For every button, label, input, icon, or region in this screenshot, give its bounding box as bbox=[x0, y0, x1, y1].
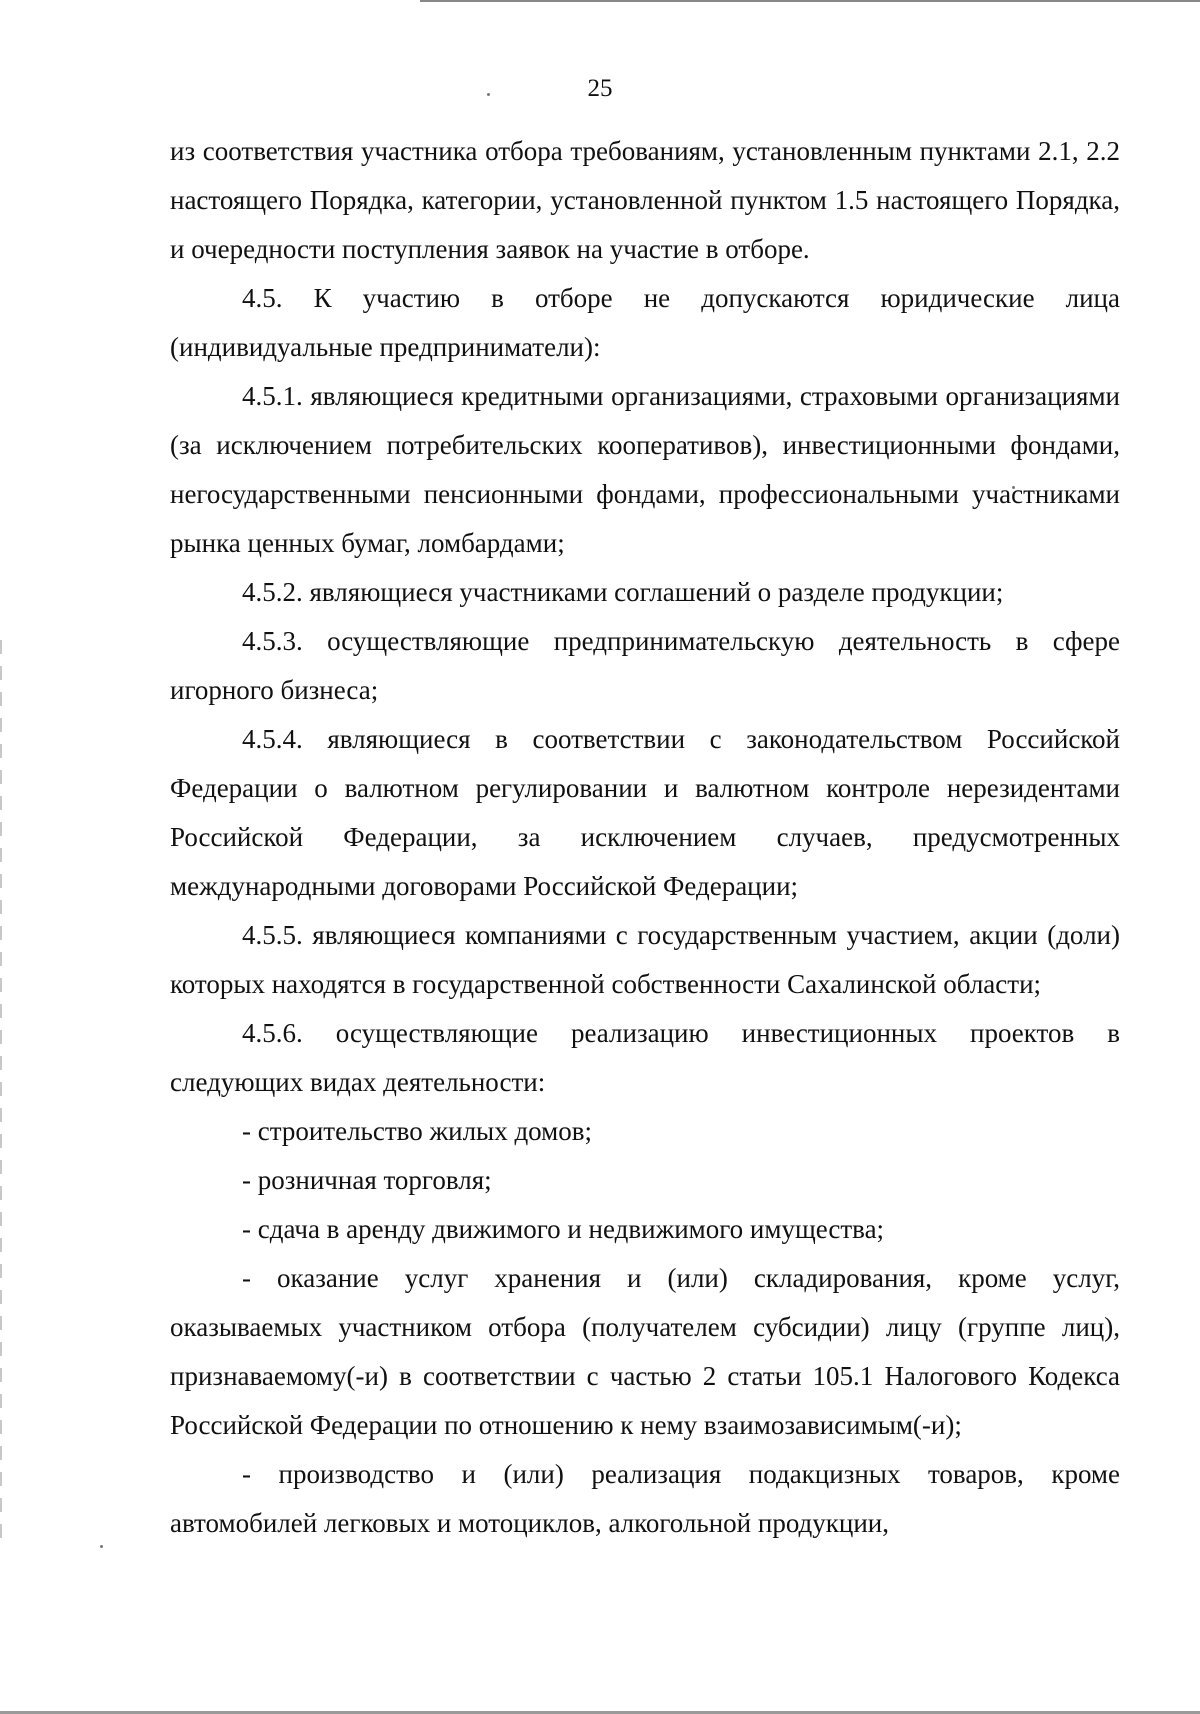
list-item-excise: - производство и (или) реализация подакцизных товаров, кроме автомобилей легковых и мотоциклов, алкогольной продукции, bbox=[170, 1459, 1120, 1538]
paragraph-4-5-6: 4.5.6. осуществляющие реализацию инвестиционных проектов в следующих видах деятельности: bbox=[170, 1018, 1120, 1097]
page-number: 25 bbox=[587, 75, 613, 102]
list-item-retail: - розничная торговля; bbox=[242, 1165, 492, 1195]
scan-edge-left bbox=[0, 640, 2, 1540]
list-item-rental: - сдача в аренду движимого и недвижимого имущества; bbox=[242, 1214, 885, 1244]
paragraph-4-5-1: 4.5.1. являющиеся кредитными организациями, страховыми организациями (за исключением потребительских кооперативов), инвестиционными фондами, негосударственными пенсионными фондами, профессиональными участниками рынка ценных бумаг, ломбардами; bbox=[170, 381, 1120, 558]
list-item-housing: - строительство жилых домов; bbox=[242, 1116, 592, 1146]
paragraph-4-5-2: 4.5.2. являющиеся участниками соглашений о разделе продукции; bbox=[242, 577, 1004, 607]
paragraph-4-5-3: 4.5.3. осуществляющие предпринимательскую деятельность в сфере игорного бизнеса; bbox=[170, 626, 1120, 705]
scan-edge-top bbox=[420, 0, 1200, 2]
paragraph-4-5-4: 4.5.4. являющиеся в соответствии с законодательством Российской Федерации о валютном регулировании и валютном контроле нерезидентами Российской Федерации, за исключением случаев, предусмотренных международными договорами Российской Федерации; bbox=[170, 724, 1120, 901]
paragraph-4-5-5: 4.5.5. являющиеся компаниями с государственным участием, акции (доли) которых находятся в государственной собственности Сахалинской области; bbox=[170, 920, 1120, 999]
scan-speck bbox=[100, 1545, 103, 1548]
list-item-storage: - оказание услуг хранения и (или) складирования, кроме услуг, оказываемых участником отбора (получателем субсидии) лицу (группе лиц), признаваемому(-и) в соответствии с частью 2 статьи 105.1 Налогового Кодекса Российской Федерации по отношению к нему взаимозависимым(-и); bbox=[170, 1263, 1120, 1440]
document-body bbox=[170, 127, 1120, 1548]
paragraph-4-5: 4.5. К участию в отборе не допускаются юридические лица (индивидуальные предприниматели): bbox=[170, 283, 1120, 362]
paragraph-continuation: из соответствия участника отбора требованиям, установленным пунктами 2.1, 2.2 настоящего Порядка, категории, установленной пунктом 1.5 настоящего Порядка, и очередности поступления заявок на участие в отборе. bbox=[170, 136, 1120, 264]
